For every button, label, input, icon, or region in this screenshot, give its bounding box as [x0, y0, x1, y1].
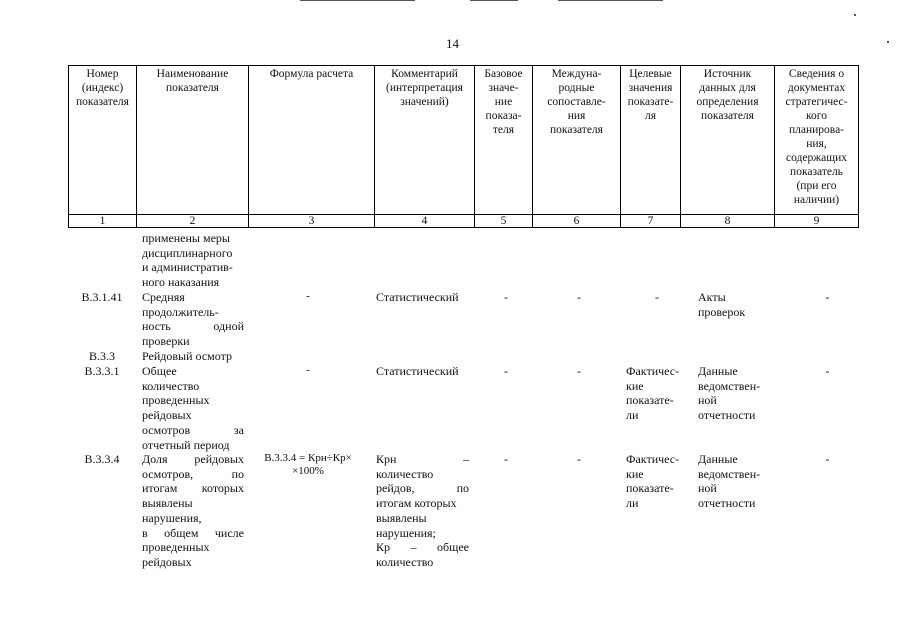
word: которых: [201, 481, 244, 496]
header-line: Источник: [703, 68, 752, 80]
column-number: 2: [137, 215, 249, 228]
justified-line: [142, 467, 244, 482]
header-line: Наименование: [156, 68, 229, 80]
column-header: [775, 66, 859, 215]
header-line: ля: [644, 110, 657, 122]
justified-line: [376, 452, 469, 467]
header-line: значе-: [488, 82, 519, 94]
header-line: документах: [787, 82, 846, 94]
comment: Крн – количество рейдов, по итогам которых выявлены нарушения; Кр – общее количество: [376, 452, 469, 569]
header-line: ния,: [806, 138, 827, 150]
formula: -: [306, 290, 310, 302]
strategic-docs: -: [825, 452, 830, 466]
continuation-text: применены меры дисциплинарного и административ- ного наказания: [142, 231, 233, 290]
word: осмотров,: [142, 466, 194, 481]
word: ность: [142, 319, 171, 334]
target-value: Фактичес- кие показате- ли: [626, 452, 680, 511]
header-line: планирова-: [788, 124, 845, 136]
indicator-name: Средняя продолжитель- ность одной проверки: [142, 290, 244, 349]
column-header: [69, 66, 137, 215]
international-comparison: -: [577, 364, 581, 378]
table-body: [68, 231, 869, 572]
header-line: значения: [628, 82, 673, 94]
column-number: 5: [475, 215, 533, 228]
word: рейдовых: [194, 452, 244, 466]
section-index: В.3.3: [88, 349, 115, 363]
header-line: показателя: [166, 82, 219, 94]
word: –: [463, 452, 469, 466]
column-number: 9: [775, 215, 859, 228]
scan-line: [470, 0, 518, 1]
column-header: [249, 66, 375, 215]
strategic-docs: -: [825, 290, 830, 304]
column-number: 3: [249, 215, 375, 228]
row-index: В.3.3.4: [84, 452, 120, 466]
header-line: (при его: [796, 180, 837, 192]
column-header: [533, 66, 621, 215]
column-header: [681, 66, 775, 215]
header-line: показа-: [485, 110, 522, 122]
word: осмотров: [142, 422, 191, 437]
header-line: (индекс): [81, 82, 124, 94]
justified-line: [142, 423, 244, 438]
header-line: показате-: [627, 96, 674, 108]
header-line: (интерпретация: [386, 82, 463, 94]
header-line: показателя: [701, 110, 754, 122]
column-number: 6: [533, 215, 621, 228]
justified-line: [376, 540, 469, 555]
word: рейдов,: [376, 481, 415, 496]
indicator-name: Доля рейдовых осмотров, по итогам которых выявлены нарушения, в общем числе проведенных рейдовых: [142, 452, 244, 569]
word: за: [233, 422, 244, 437]
word: –: [410, 540, 417, 555]
header-line: показатель: [790, 166, 843, 178]
table-row: [68, 364, 869, 452]
scan-line: [300, 0, 415, 1]
word: по: [456, 481, 469, 496]
strategic-docs: -: [825, 364, 830, 378]
header-line: определения: [696, 96, 759, 108]
header-line: ние: [494, 96, 513, 108]
base-value: -: [504, 290, 508, 304]
word: в: [142, 525, 148, 540]
word: одной: [213, 319, 244, 334]
international-comparison: -: [577, 290, 581, 304]
header-line: Формула расчета: [269, 68, 354, 80]
header-line: Комментарий: [391, 68, 458, 80]
data-source: Акты проверок: [698, 290, 746, 319]
data-source: Данные ведомствен- ной отчетности: [698, 364, 761, 423]
header-line: наличии): [793, 194, 840, 206]
header-line: ния: [567, 110, 586, 122]
formula: -: [306, 364, 310, 376]
base-value: -: [504, 364, 508, 378]
table-row: [68, 231, 869, 290]
header-line: показателя: [76, 96, 129, 108]
justified-line: [142, 526, 244, 541]
word: Кр: [376, 540, 391, 555]
word: числе: [214, 525, 244, 540]
table-row: [68, 290, 869, 349]
data-source: Данные ведомствен- ной отчетности: [698, 452, 761, 511]
target-value: -: [655, 290, 659, 304]
header-line: Междуна-: [551, 68, 602, 80]
table-header: [68, 65, 859, 228]
word: Крн: [376, 452, 397, 466]
word: общем: [164, 525, 199, 540]
header-line: значений): [400, 96, 449, 108]
scan-speck: [854, 14, 856, 16]
header-line: данных для: [699, 82, 756, 94]
header-line: сопоставле-: [547, 96, 606, 108]
header-line: теля: [492, 124, 515, 136]
column-number: 4: [375, 215, 475, 228]
word: итогам: [142, 481, 178, 496]
column-header: [475, 66, 533, 215]
row-index: В.3.3.1: [84, 364, 120, 378]
column-header: [621, 66, 681, 215]
indicator-name: Общее количество проведенных рейдовых осмотров за отчетный период: [142, 364, 244, 452]
base-value: -: [504, 452, 508, 466]
header-line: Целевые: [629, 68, 672, 80]
comment: Статистический: [376, 290, 459, 304]
section-title: Рейдовый осмотр: [142, 349, 232, 363]
justified-line: [142, 452, 244, 467]
column-header: [375, 66, 475, 215]
word: общее: [436, 540, 469, 555]
page-number: 14: [446, 36, 459, 51]
header-line: содержащих: [785, 152, 848, 164]
justified-line: [142, 319, 244, 334]
header-line: Базовое: [484, 68, 523, 80]
justified-line: [142, 481, 244, 496]
justified-line: [376, 481, 469, 496]
scan-line: [558, 0, 663, 1]
word: Доля: [142, 452, 168, 466]
table-row: [68, 452, 869, 572]
header-line: Номер: [86, 68, 119, 80]
word: по: [231, 466, 244, 481]
header-line: Сведения о: [788, 68, 845, 80]
section-row: [68, 349, 869, 364]
row-index: В.3.1.41: [81, 290, 123, 304]
header-line: стратегичес-: [785, 96, 848, 108]
formula: В.3.3.4 = Крн÷Кр× ×100%: [264, 452, 352, 477]
column-number: 8: [681, 215, 775, 228]
column-header: [137, 66, 249, 215]
comment: Статистический: [376, 364, 459, 378]
target-value: Фактичес- кие показате- ли: [626, 364, 680, 423]
header-line: кого: [806, 110, 827, 122]
header-line: показателя: [550, 124, 603, 136]
international-comparison: -: [577, 452, 581, 466]
header-line: родные: [558, 82, 595, 94]
column-number: 1: [69, 215, 137, 228]
column-number: 7: [621, 215, 681, 228]
